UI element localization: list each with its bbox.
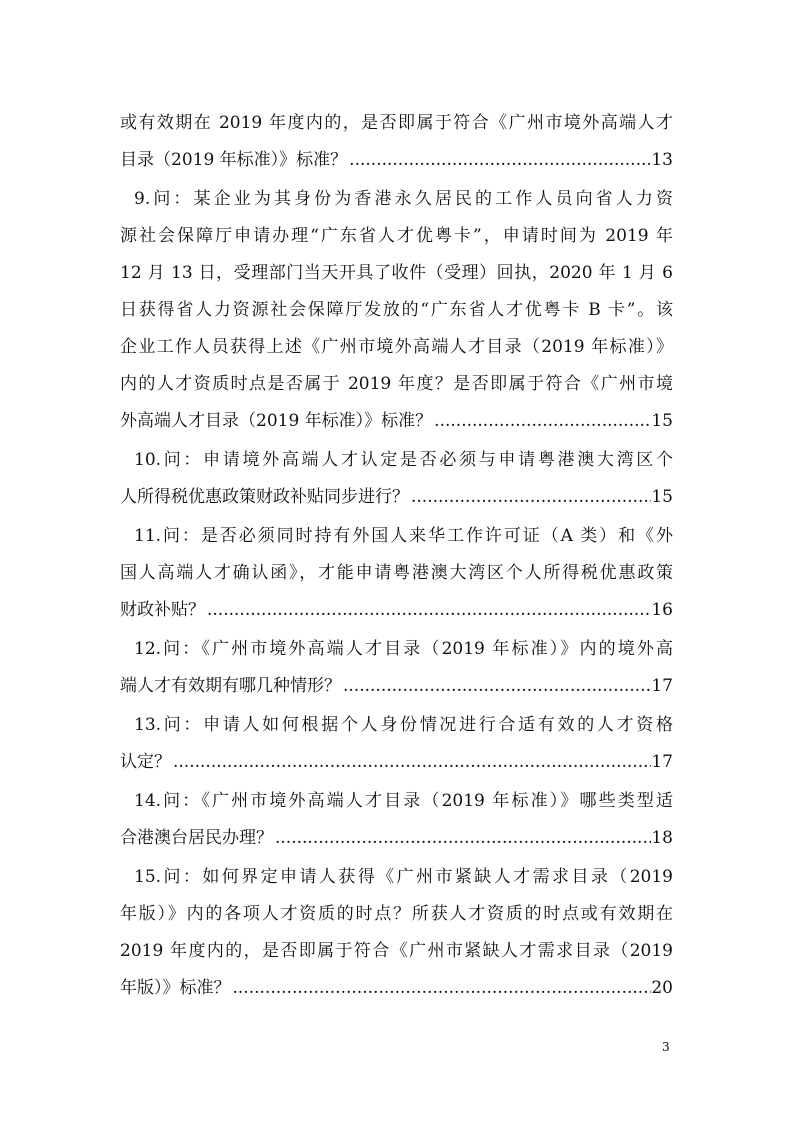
toc-page-reference[interactable]: 18 bbox=[651, 828, 673, 848]
toc-entry-line: 国人高端人才确认函》，才能申请粤港澳大湾区个人所得税优惠政策 bbox=[120, 563, 673, 583]
toc-entry[interactable] bbox=[120, 859, 673, 1007]
toc-entry-last-line bbox=[120, 142, 673, 179]
toc-entry-line: 源社会保障厅申请办理“广东省人才优粤卡”，申请时间为 2019 年 bbox=[120, 226, 673, 246]
toc-entry-last-line bbox=[120, 668, 673, 705]
toc-entry-last-line bbox=[120, 744, 673, 781]
toc-leader-dots bbox=[273, 820, 651, 857]
toc-entry-title-end: 财政补贴？ bbox=[120, 600, 205, 620]
toc-entry[interactable] bbox=[120, 631, 673, 705]
toc-leader-dots bbox=[171, 744, 651, 781]
toc-entry-line: 10.问：申请境外高端人才认定是否必须与申请粤港澳大湾区个 bbox=[134, 450, 673, 470]
toc-leader-dots bbox=[432, 403, 651, 440]
toc-leader-dots bbox=[231, 970, 652, 1007]
toc-entry[interactable] bbox=[120, 442, 673, 516]
toc-leader-dots bbox=[205, 592, 651, 629]
toc-entry-line: 企业工作人员获得上述《广州市境外高端人才目录（2019 年标准）》 bbox=[120, 337, 673, 357]
table-of-contents bbox=[120, 105, 673, 1009]
toc-entry-line: 内的人才资质时点是否属于 2019 年度？是否即属于符合《广州市境 bbox=[120, 374, 673, 394]
toc-entry-last-line bbox=[120, 403, 673, 440]
toc-entry-title-end: 外高端人才目录（2019 年标准）》标准？ bbox=[120, 411, 433, 431]
toc-entry-line: 9.问：某企业为其身份为香港永久居民的工作人员向省人力资 bbox=[134, 189, 673, 209]
toc-entry[interactable] bbox=[120, 707, 673, 781]
page-number: 3 bbox=[662, 1040, 670, 1054]
toc-entry-line: 15.问：如何界定申请人获得《广州市紧缺人才需求目录（2019 bbox=[134, 867, 673, 887]
toc-page-reference[interactable]: 15 bbox=[651, 411, 673, 431]
toc-entry-title-end: 年版）》标准？ bbox=[120, 978, 231, 998]
toc-page-reference[interactable]: 20 bbox=[651, 978, 673, 998]
toc-page-reference[interactable]: 15 bbox=[651, 487, 673, 507]
toc-leader-dots bbox=[409, 479, 651, 516]
toc-entry[interactable] bbox=[120, 518, 673, 629]
toc-entry-last-line bbox=[120, 479, 673, 516]
toc-entry-title-end: 人所得税优惠政策财政补贴同步进行？ bbox=[120, 487, 409, 507]
toc-entry[interactable] bbox=[120, 105, 673, 179]
toc-page-reference[interactable]: 17 bbox=[651, 676, 673, 696]
toc-entry-line: 年版）》内的各项人才资质的时点？所获人才资质的时点或有效期在 bbox=[120, 904, 673, 924]
toc-entry-title-end: 端人才有效期有哪几种情形？ bbox=[120, 676, 341, 696]
toc-page-reference[interactable]: 16 bbox=[651, 600, 673, 620]
toc-entry-last-line bbox=[120, 970, 673, 1007]
toc-leader-dots bbox=[341, 668, 651, 705]
toc-page-reference[interactable]: 13 bbox=[651, 150, 673, 170]
toc-entry[interactable] bbox=[120, 181, 673, 440]
toc-entry-line: 2019 年度内的，是否即属于符合《广州市紧缺人才需求目录（2019 bbox=[120, 941, 673, 961]
toc-entry-last-line bbox=[120, 820, 673, 857]
toc-entry-line: 12 月 13 日，受理部门当天开具了收件（受理）回执，2020 年 1 月 6 bbox=[120, 263, 673, 283]
toc-entry-line: 14.问：《广州市境外高端人才目录（2019 年标准）》哪些类型适 bbox=[134, 791, 673, 811]
toc-entry-line: 日获得省人力资源社会保障厅发放的“广东省人才优粤卡 B 卡”。该 bbox=[120, 300, 673, 320]
toc-entry[interactable] bbox=[120, 783, 673, 857]
toc-entry-title-end: 认定？ bbox=[120, 752, 171, 772]
toc-entry-title-end: 合港澳台居民办理？ bbox=[120, 828, 273, 848]
toc-entry-line: 12.问：《广州市境外高端人才目录（2019 年标准）》内的境外高 bbox=[134, 639, 673, 659]
toc-leader-dots bbox=[347, 142, 651, 179]
toc-entry-title-end: 目录（2019 年标准）》标准？ bbox=[120, 150, 348, 170]
toc-page-reference[interactable]: 17 bbox=[651, 752, 673, 772]
toc-entry-last-line bbox=[120, 592, 673, 629]
toc-entry-line: 13.问：申请人如何根据个人身份情况进行合适有效的人才资格 bbox=[134, 715, 673, 735]
toc-entry-line: 或有效期在 2019 年度内的，是否即属于符合《广州市境外高端人才 bbox=[120, 113, 673, 133]
toc-entry-line: 11.问：是否必须同时持有外国人来华工作许可证（A 类）和《外 bbox=[134, 526, 673, 546]
